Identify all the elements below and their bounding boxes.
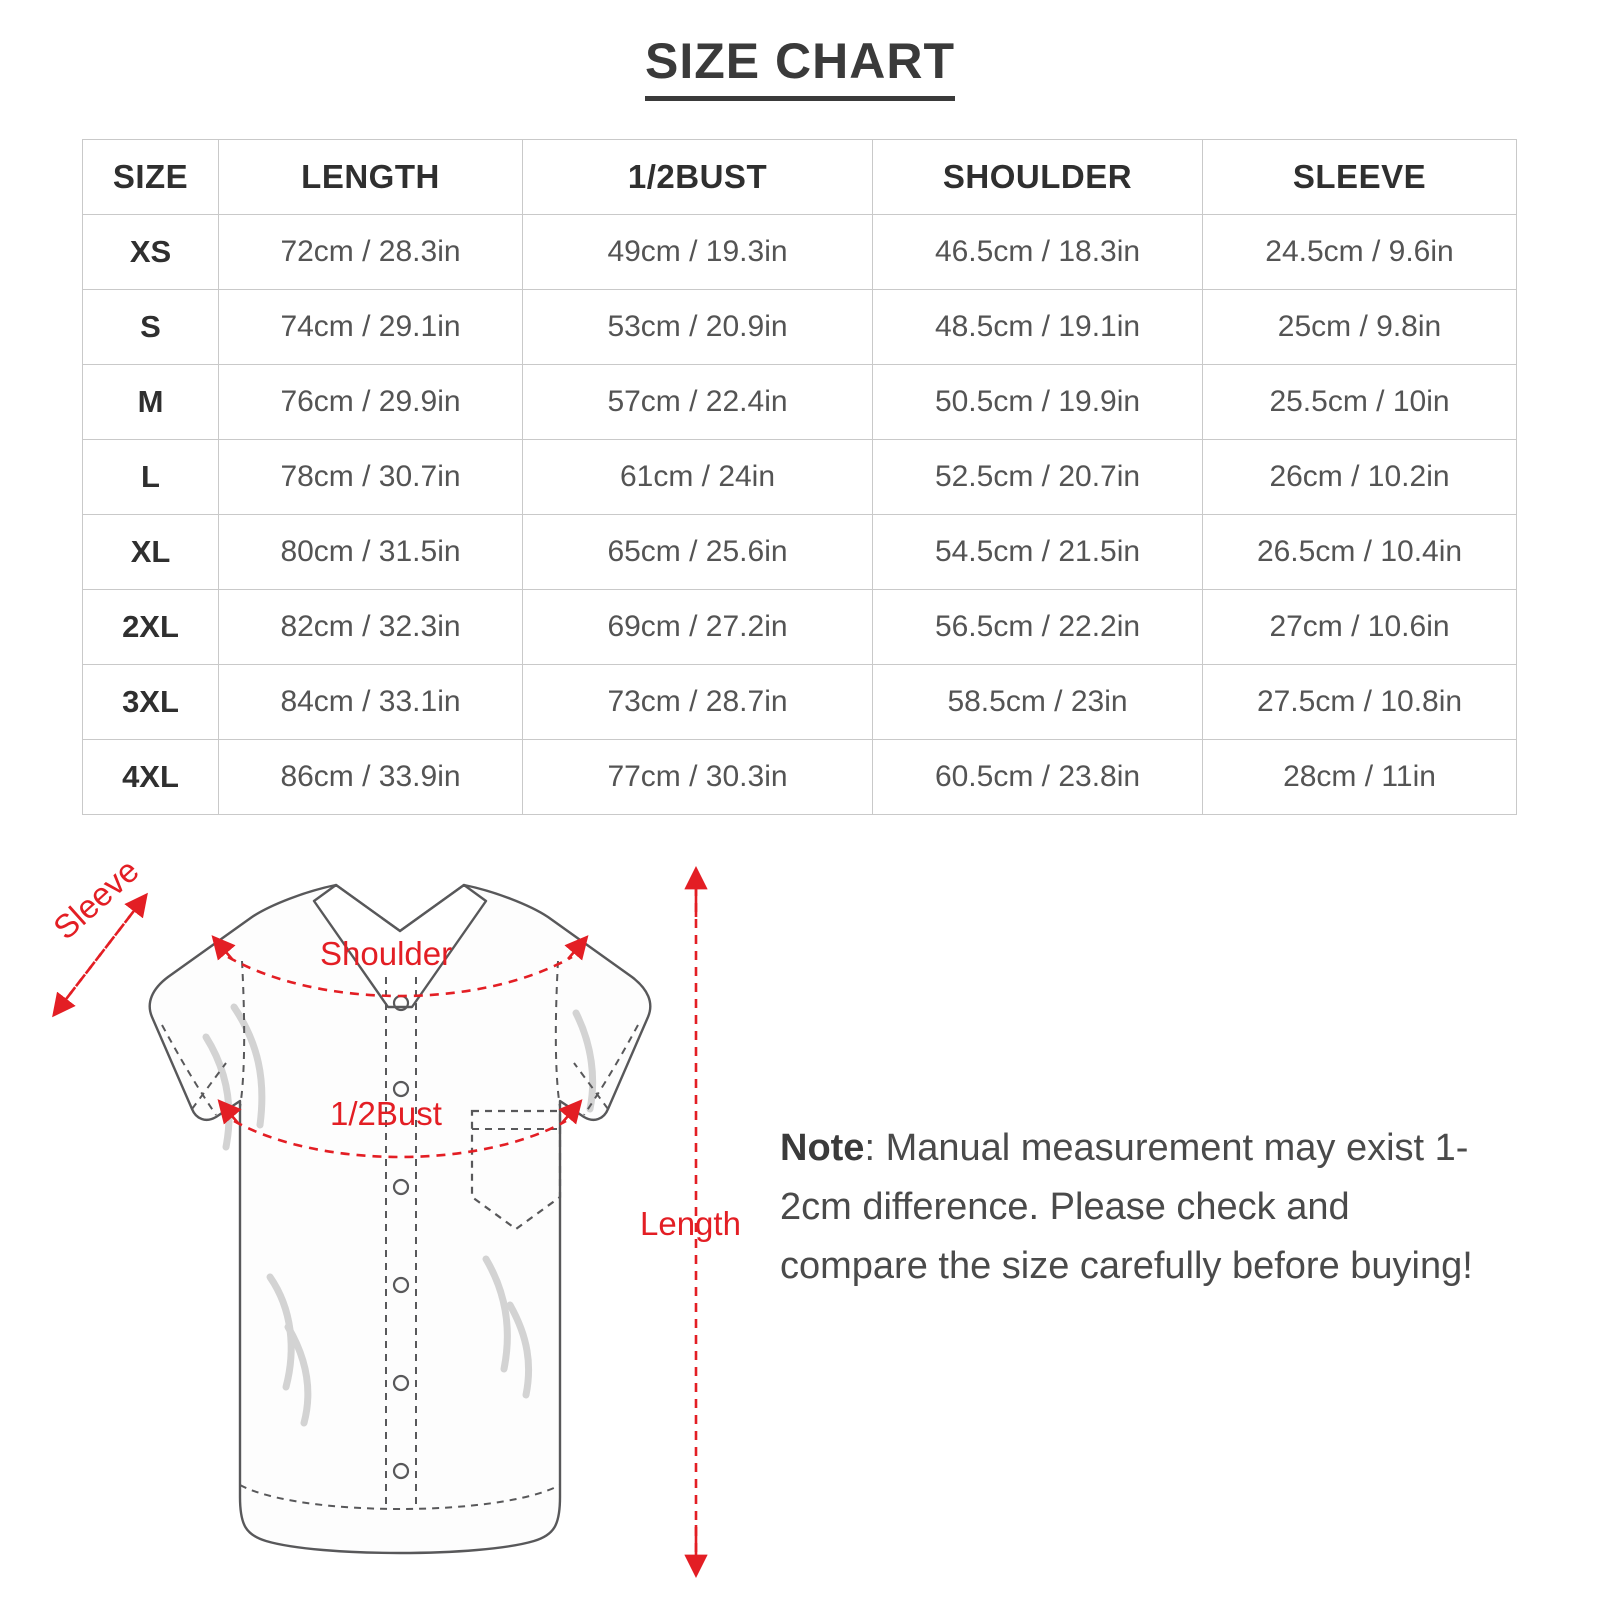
table-row <box>83 440 1517 515</box>
note-text <box>780 1119 1480 1296</box>
label-shoulder: Shoulder <box>320 935 453 972</box>
cell-bust: 57cm / 22.4in <box>523 365 873 440</box>
cell-size: 3XL <box>83 665 219 740</box>
cell-size: M <box>83 365 219 440</box>
table-row <box>83 365 1517 440</box>
cell-length: 80cm / 31.5in <box>219 515 523 590</box>
column-header-sleeve: SLEEVE <box>1203 140 1517 215</box>
cell-bust: 69cm / 27.2in <box>523 590 873 665</box>
cell-sleeve: 26.5cm / 10.4in <box>1203 515 1517 590</box>
cell-size: S <box>83 290 219 365</box>
shirt-diagram <box>20 851 780 1597</box>
cell-bust: 49cm / 19.3in <box>523 215 873 290</box>
table-row <box>83 290 1517 365</box>
column-header-length: LENGTH <box>219 140 523 215</box>
page-title <box>0 0 1600 101</box>
page-title-text: SIZE CHART <box>645 32 955 101</box>
table-row <box>83 590 1517 665</box>
table-row <box>83 740 1517 815</box>
shirt-body-outline <box>150 885 651 1553</box>
cell-shoulder: 50.5cm / 19.9in <box>873 365 1203 440</box>
cell-size: 4XL <box>83 740 219 815</box>
cell-size: XL <box>83 515 219 590</box>
cell-bust: 73cm / 28.7in <box>523 665 873 740</box>
cell-sleeve: 28cm / 11in <box>1203 740 1517 815</box>
table-header-row <box>83 140 1517 215</box>
cell-shoulder: 56.5cm / 22.2in <box>873 590 1203 665</box>
table-row <box>83 515 1517 590</box>
cell-length: 76cm / 29.9in <box>219 365 523 440</box>
column-header-size: SIZE <box>83 140 219 215</box>
table-row <box>83 665 1517 740</box>
cell-sleeve: 25cm / 9.8in <box>1203 290 1517 365</box>
cell-length: 86cm / 33.9in <box>219 740 523 815</box>
cell-sleeve: 27cm / 10.6in <box>1203 590 1517 665</box>
label-length: Length <box>640 1205 741 1242</box>
table-row <box>83 215 1517 290</box>
cell-length: 74cm / 29.1in <box>219 290 523 365</box>
cell-shoulder: 58.5cm / 23in <box>873 665 1203 740</box>
cell-length: 72cm / 28.3in <box>219 215 523 290</box>
label-bust: 1/2Bust <box>330 1095 442 1132</box>
cell-bust: 65cm / 25.6in <box>523 515 873 590</box>
cell-size: L <box>83 440 219 515</box>
note-body: : Manual measurement may exist 1-2cm difference. Please check and compare the size carefully before buying! <box>780 1127 1473 1287</box>
column-header-shoulder: SHOULDER <box>873 140 1203 215</box>
cell-sleeve: 24.5cm / 9.6in <box>1203 215 1517 290</box>
label-sleeve: Sleeve <box>46 851 146 947</box>
cell-sleeve: 25.5cm / 10in <box>1203 365 1517 440</box>
cell-shoulder: 46.5cm / 18.3in <box>873 215 1203 290</box>
cell-bust: 53cm / 20.9in <box>523 290 873 365</box>
note-prefix: Note <box>780 1127 865 1169</box>
measurement-diagram-section <box>0 851 1600 1597</box>
size-chart-table <box>82 139 1517 815</box>
cell-bust: 77cm / 30.3in <box>523 740 873 815</box>
cell-size: XS <box>83 215 219 290</box>
cell-size: 2XL <box>83 590 219 665</box>
cell-shoulder: 52.5cm / 20.7in <box>873 440 1203 515</box>
cell-shoulder: 60.5cm / 23.8in <box>873 740 1203 815</box>
cell-sleeve: 27.5cm / 10.8in <box>1203 665 1517 740</box>
cell-shoulder: 54.5cm / 21.5in <box>873 515 1203 590</box>
column-header-bust: 1/2BUST <box>523 140 873 215</box>
cell-length: 82cm / 32.3in <box>219 590 523 665</box>
size-table-container <box>82 139 1518 815</box>
cell-length: 78cm / 30.7in <box>219 440 523 515</box>
cell-length: 84cm / 33.1in <box>219 665 523 740</box>
cell-sleeve: 26cm / 10.2in <box>1203 440 1517 515</box>
cell-bust: 61cm / 24in <box>523 440 873 515</box>
cell-shoulder: 48.5cm / 19.1in <box>873 290 1203 365</box>
